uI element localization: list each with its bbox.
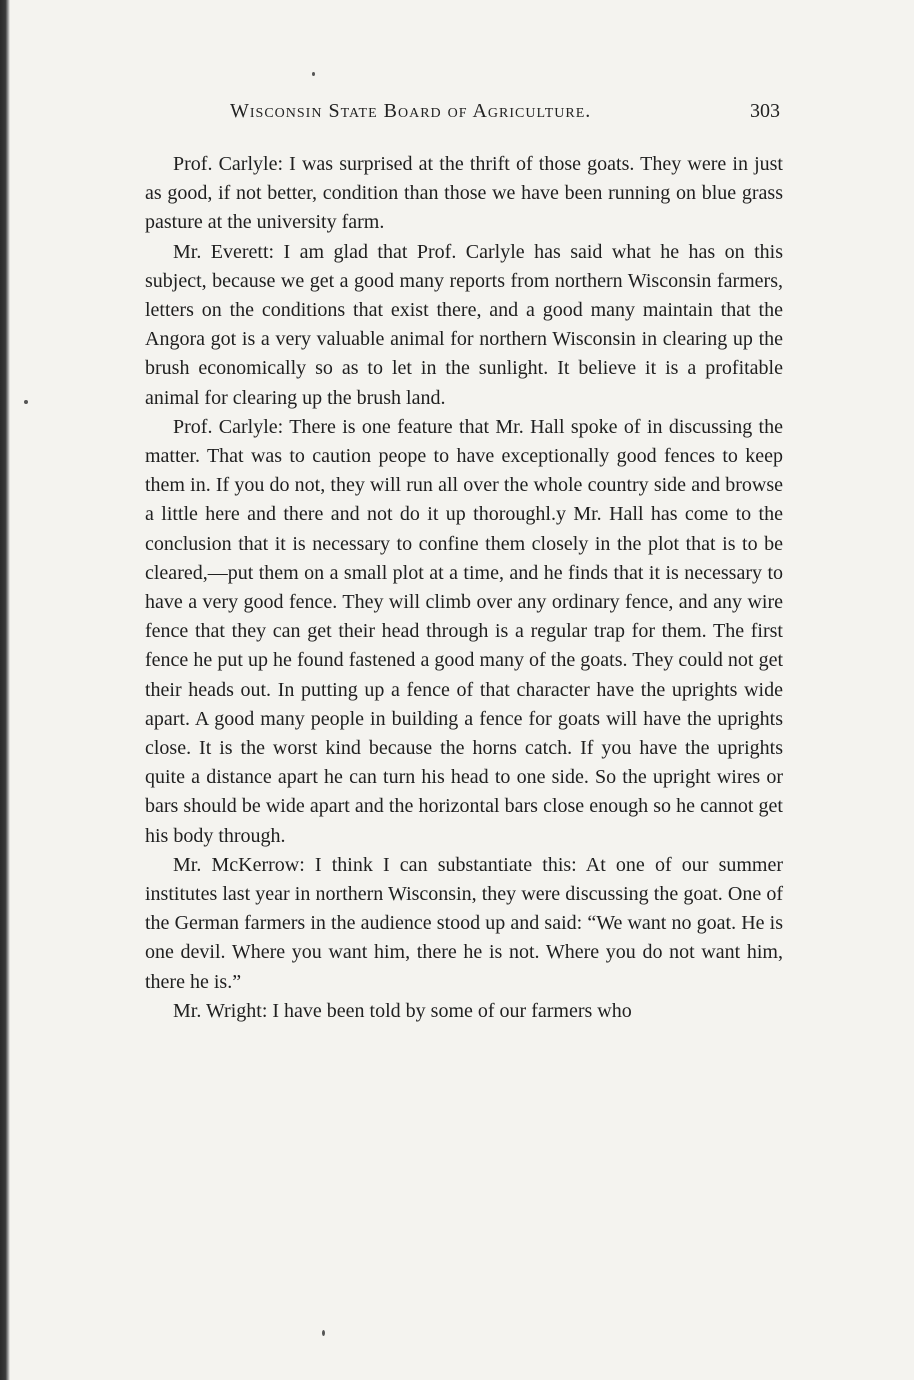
paragraph-everett: Mr. Everett: I am glad that Prof. Carlyle has said what he has on this subject, because we get a good many reports from northern Wisconsin farmers, letters on the conditions that exist there, and a good many maintain that the Angora got is a very valuable animal for northern Wisconsin in clearing up the brush economically so as to let in the sunlight. It believe it is a profitable animal for clearing up the brush land. (145, 240, 783, 409)
body-text (145, 150, 783, 1026)
scan-speck (312, 72, 315, 76)
paragraph-carlyle-2: Prof. Carlyle: There is one feature that Mr. Hall spoke of in discussing the matter. That was to caution peope to have exceptionally good fences to keep them in. If you do not, they will run all over the whole country side and browse a little here and there and not do it up thoroughl.y Mr. Hall has come to the conclusion that it is necessary to confine them closely in the plot that is to be cleared,—put them on a small plot at a time, and he finds that it is necessary to have a very good fence. They will climb over any ordinary fence, and any wire fence that they can get their head through is a regular trap for them. The first fence he put up he found fastened a good many of the goats. They could not get their heads out. In putting up a fence of that character have the uprights wide apart. A good many people in building a fence for goats will have the uprights close. It is the worst kind because the horns catch. If you have the uprights quite a distance apart he can turn his head to one side. So the upright wires or bars should be wide apart and the horizontal bars close enough so he cannot get his body through. (145, 415, 783, 847)
paragraph-carlyle-1: Prof. Carlyle: I was surprised at the thrift of those goats. They were in just as good, if not better, condition than those we have been running on blue grass pasture at the university farm. (145, 153, 783, 234)
scan-speck (322, 1330, 325, 1336)
scan-speck (24, 400, 28, 404)
paragraph-wright: Mr. Wright: I have been told by some of our farmers who (173, 999, 632, 1022)
page-header (230, 100, 780, 134)
page-number: 303 (750, 100, 780, 122)
running-title: Wisconsin State Board of Agriculture. (230, 100, 592, 122)
paragraph-mckerrow: Mr. McKerrow: I think I can substantiate this: At one of our summer institutes last year in northern Wisconsin, they were discussing the goat. One of the German farmers in the audience stood up and said: “We want no goat. He is one devil. Where you want him, there he is not. Where you do not want him, there he is.” (145, 853, 783, 993)
